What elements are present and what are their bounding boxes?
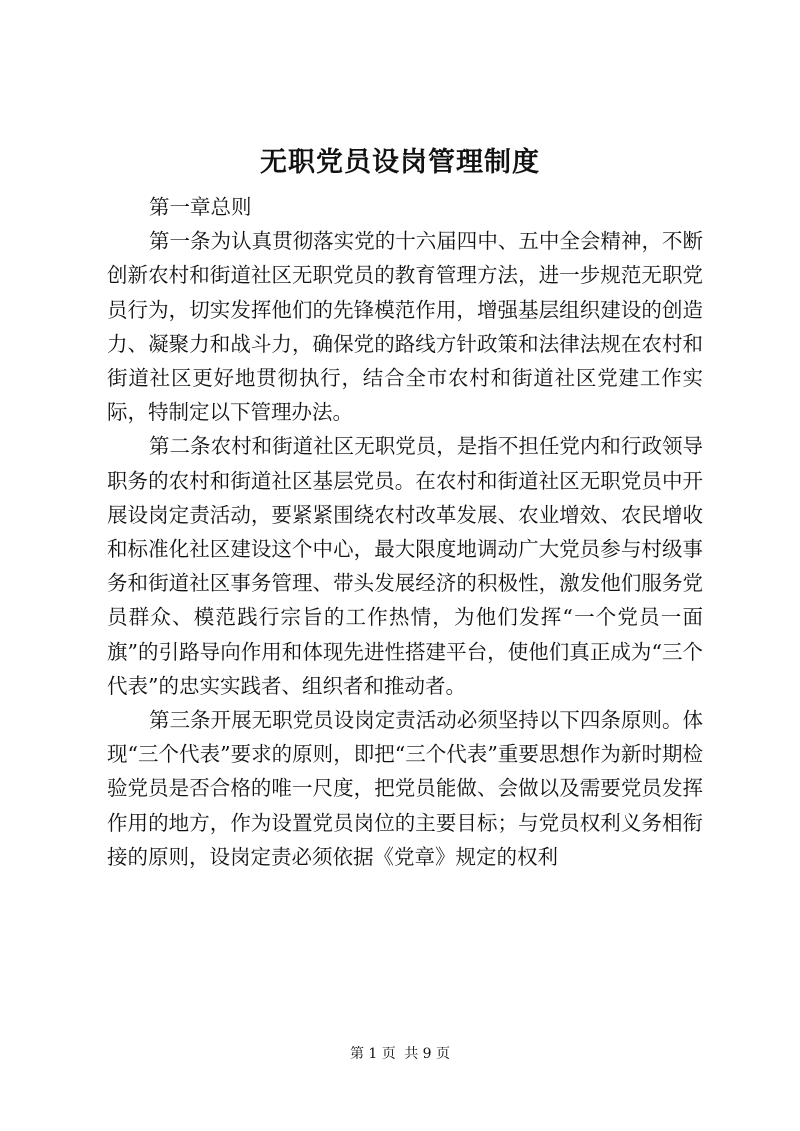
document-body [107, 190, 703, 874]
paragraph-article-3: 第三条开展无职党员设岗定责活动必须坚持以下四条原则。体现“三个代表”要求的原则，即把“三个代表”重要思想作为新时期检验党员是否合格的唯一尺度，把党员能做、会做以及需要党员发挥作用的地方，作为设置党员岗位的主要目标；与党员权利义务相衔接的原则，设岗定责必须依据《党章》规定的权利 [107, 708, 703, 869]
document-title: 无职党员设岗管理制度 [260, 147, 540, 178]
page-footer [0, 1044, 800, 1064]
page-number: 第 1 页 [349, 1046, 396, 1062]
chapter-heading: 第一章总则 [149, 195, 252, 219]
paragraph-article-2: 第二条农村和街道社区无职党员，是指不担任党内和行政领导职务的农村和街道社区基层党员。在农村和街道社区无职党员中开展设岗定责活动，要紧紧围绕农村改革发展、农业增效、农民增收和标准化社区建设这个中心，最大限度地调动广大党员参与村级事务和街道社区事务管理、带头发展经济的积极性，激发他们服务党员群众、模范践行宗旨的工作热情，为他们发挥“一个党员一面旗”的引路导向作用和体现先进性搭建平台，使他们真正成为“三个代表”的忠实实践者、组织者和推动者。 [107, 434, 703, 698]
page-total: 共 9 页 [404, 1046, 451, 1062]
paragraph-article-1: 第一条为认真贯彻落实党的十六届四中、五中全会精神，不断创新农村和街道社区无职党员的教育管理方法，进一步规范无职党员行为，切实发挥他们的先锋模范作用，增强基层组织建设的创造力、凝聚力和战斗力，确保党的路线方针政策和法律法规在农村和街道社区更好地贯彻执行，结合全市农村和街道社区党建工作实际，特制定以下管理办法。 [107, 229, 703, 425]
